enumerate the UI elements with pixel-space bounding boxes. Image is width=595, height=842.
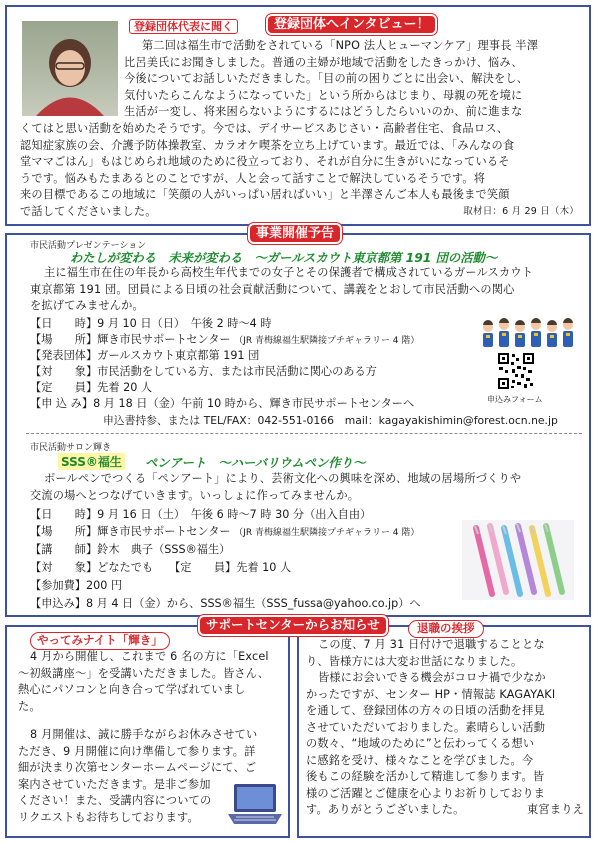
laptop-icon xyxy=(226,782,284,826)
interview-line: 認知症家族の会、介護予防体操教室、カラオケ喫茶を立ち上げています。最近では、「みんなの食 xyxy=(20,138,515,152)
event1-title: わたしが変わる 未来が変わる ～ガールスカウト東京都第 191 団の活動～ xyxy=(70,251,498,265)
retire-line: かったですが、センター HP・情報誌 KAGAYAKI xyxy=(306,687,556,701)
event1-desc-line: を拡げてみませんか。 xyxy=(30,299,144,312)
event1-row-apply: 【申 込 み】8 月 18 日（金）午前 10 時から、輝き市民サポートセンターへ xyxy=(30,397,415,410)
event1-row-datetime: 【日 時】9 月 10 日（日） 午後 2 時～4 時 xyxy=(30,317,272,330)
yattemi-title: やってみナイト「輝き」 xyxy=(30,632,170,650)
person-silhouette xyxy=(22,21,118,116)
support-title: サポートセンターからお知らせ xyxy=(200,617,386,634)
interview-line: うです。悩みもたまあるとのことですが、人と会って話すことで解決しているそうです。将 xyxy=(20,171,486,185)
event2-row-apply: 【申込み】8 月 4 日（金）から、SSS®福生（SSS_fussa@yahoo.co.jp）へ xyxy=(30,597,421,610)
retire-line: 様のご活躍とご健康を心よりお祈りしておりま xyxy=(306,786,546,800)
interview-line: 気付いたらこんなようになっていた」という所からはじまり、母親の死を境に xyxy=(124,88,523,102)
retire-line: を通して、登録団体の方々の日頃の活動を拝見 xyxy=(306,704,545,717)
yattemi-line: 細が決まり次第センターホームページにて、ご xyxy=(18,761,257,774)
events-title: 事業開催予告 xyxy=(250,225,340,242)
yattemi-line: 8 月開催は、誠に勝手ながらお休みさせてい xyxy=(30,728,258,741)
retire-title: 退職の挨拶 xyxy=(408,620,484,638)
interview-title: 登録団体へインタビュー！ xyxy=(268,16,435,33)
interview-body-full xyxy=(20,121,585,220)
yattemi-line: リクエストもお待ちしております。 xyxy=(18,810,199,824)
event2-row-fee: 【参加費】200 円 xyxy=(30,579,123,592)
event1-category: 市民活動プレゼンテーション xyxy=(30,241,147,251)
interview-body xyxy=(124,38,584,121)
event2-row-place: 【場 所】輝き市民サポートセンター （JR 青梅線福生駅隣接プチギャラリー 4 階） xyxy=(30,525,420,538)
retire-line: 後もこの経験を活かして精進して参ります。皆 xyxy=(306,770,545,783)
event2-desc-line: ボールペンでつくる「ペンアート」により、芸術文化への興味を深め、地域の居場所づくりや xyxy=(44,472,522,485)
interview-line: くてはと思い活動を始めたそうです。今では、デイサービスあじさい・高齢者住宅、食品ロス、 xyxy=(20,122,509,135)
qr-code[interactable] xyxy=(497,352,535,390)
event1-row-target: 【対 象】市民活動をしている方、または市民活動に関心のある方 xyxy=(30,365,377,378)
interview-line: 来の目標であるこの地域に「笑顔の人がいっぱい居ればいい」と半澤さんご本人も最後まで笑顔 xyxy=(20,188,510,201)
retire-line: り、皆様方には大変お世話になりました。 xyxy=(306,654,523,668)
girl-scouts-illustration xyxy=(478,317,578,353)
yattemi-line: 案内させていただきます。是非ご参加 xyxy=(18,777,211,791)
event2-row-target: 【対 象】どなたでも 【定 員】先着 10 人 xyxy=(30,561,292,574)
event2-row-datetime: 【日 時】9 月 16 日（土） 午後 6 時～7 時 30 分（出入自由） xyxy=(30,508,372,521)
yattemi-line: 4 月から開催し、これまで 6 名の方に「Excel xyxy=(30,650,269,663)
yattemi-line xyxy=(18,715,286,727)
yattemi-line: 熱心にパソコンと向き合って学ばれていまし xyxy=(18,683,246,696)
event1-desc-line: 東京都第 191 団。団員による日頃の社会貢献活動について、講義をとおして市民活動への関心 xyxy=(30,282,515,296)
retire-line: この度、7 月 31 日付けで退職することとな xyxy=(318,638,545,651)
retire-line: 皆様にお会いできる機会がコロナ禍で少なか xyxy=(318,671,546,684)
interview-tag: 登録団体代表に聞く xyxy=(129,19,238,34)
event1-row-place: 【場 所】輝き市民サポートセンター （JR 青梅線福生駅隣接プチギャラリー 4 階） xyxy=(30,333,420,346)
interview-line: 堂ママごはん」もはじめられ地域のために役立っており、それが自分に生きがいになっているそ xyxy=(20,155,510,168)
yattemi-line: ～初級講座～」を受講いただきました。皆さん、 xyxy=(18,666,270,680)
event2-row-lecturer: 【講 師】鈴木 典子（SSS®福生） xyxy=(30,543,231,556)
event1-row-org: 【発表団体】ガールスカウト東京都第 191 団 xyxy=(30,349,260,362)
herbarium-pens-photo xyxy=(462,520,574,600)
interview-line: 第二回は福生市で活動をされている「NPO 法人ヒューマンケア」理事長 半澤 xyxy=(142,39,539,52)
events-divider xyxy=(26,433,582,434)
portrait-photo xyxy=(22,21,118,116)
event2-desc-line: 交流の場へとつなげていきます。いっしょに作ってみませんか。 xyxy=(30,488,360,502)
yattemi-line: ください！また、受講内容についての xyxy=(18,794,212,807)
qr-label: 申込みフォーム xyxy=(487,395,543,404)
event1-apply-contact[interactable]: 申込書持参、または TEL/FAX：042-551-0166 mail：kagayakishimin@forest.ocn.ne.jp xyxy=(103,414,558,427)
retire-line: させていただいておりました。素晴らしい活動 xyxy=(306,720,546,734)
yattemi-line: ただき、9 月開催に向け準備して参ります。詳 xyxy=(18,744,256,758)
retire-line: に感銘を受け、様々なことを学びました。今 xyxy=(306,753,534,767)
event1-desc-line: 主に福生市在住の年長から高校生年代までの女子とその保護者で構成されているガールスカウト xyxy=(44,266,534,279)
interview-line: で話してくださいました。 xyxy=(20,204,157,218)
event2-org: SSS®福生 xyxy=(58,453,125,470)
event2-description xyxy=(30,471,580,504)
retire-line: の数々、“地域のために”と伝わってくる想い xyxy=(306,737,535,750)
retire-line: す。ありがとうございました。 xyxy=(306,803,465,816)
interview-line: 生活が一変し、将来困らないようにするにはどうしたらいいのか、前に進まな xyxy=(124,105,523,118)
interview-date: 取材日：6 月 29 日（木） xyxy=(463,205,579,217)
retire-signature: 東宮まりえ xyxy=(527,803,584,816)
interview-line: 今後についてお話しいただきました。「目の前の困りごとに出会い、解決をし、 xyxy=(124,72,529,85)
interview-line: 比呂美氏にお聞きしました。普通の主婦が地域で活動をしたきっかけ、悩み、 xyxy=(124,55,523,69)
yattemi-line: た。 xyxy=(18,699,41,713)
event2-title: ペンアート ～ハーバリウムペン作り～ xyxy=(145,456,366,470)
retire-body xyxy=(306,637,588,819)
event2-category: 市民活動サロン輝き xyxy=(30,443,112,453)
event1-description xyxy=(30,265,580,315)
event1-row-capacity: 【定 員】先着 20 人 xyxy=(30,381,153,394)
